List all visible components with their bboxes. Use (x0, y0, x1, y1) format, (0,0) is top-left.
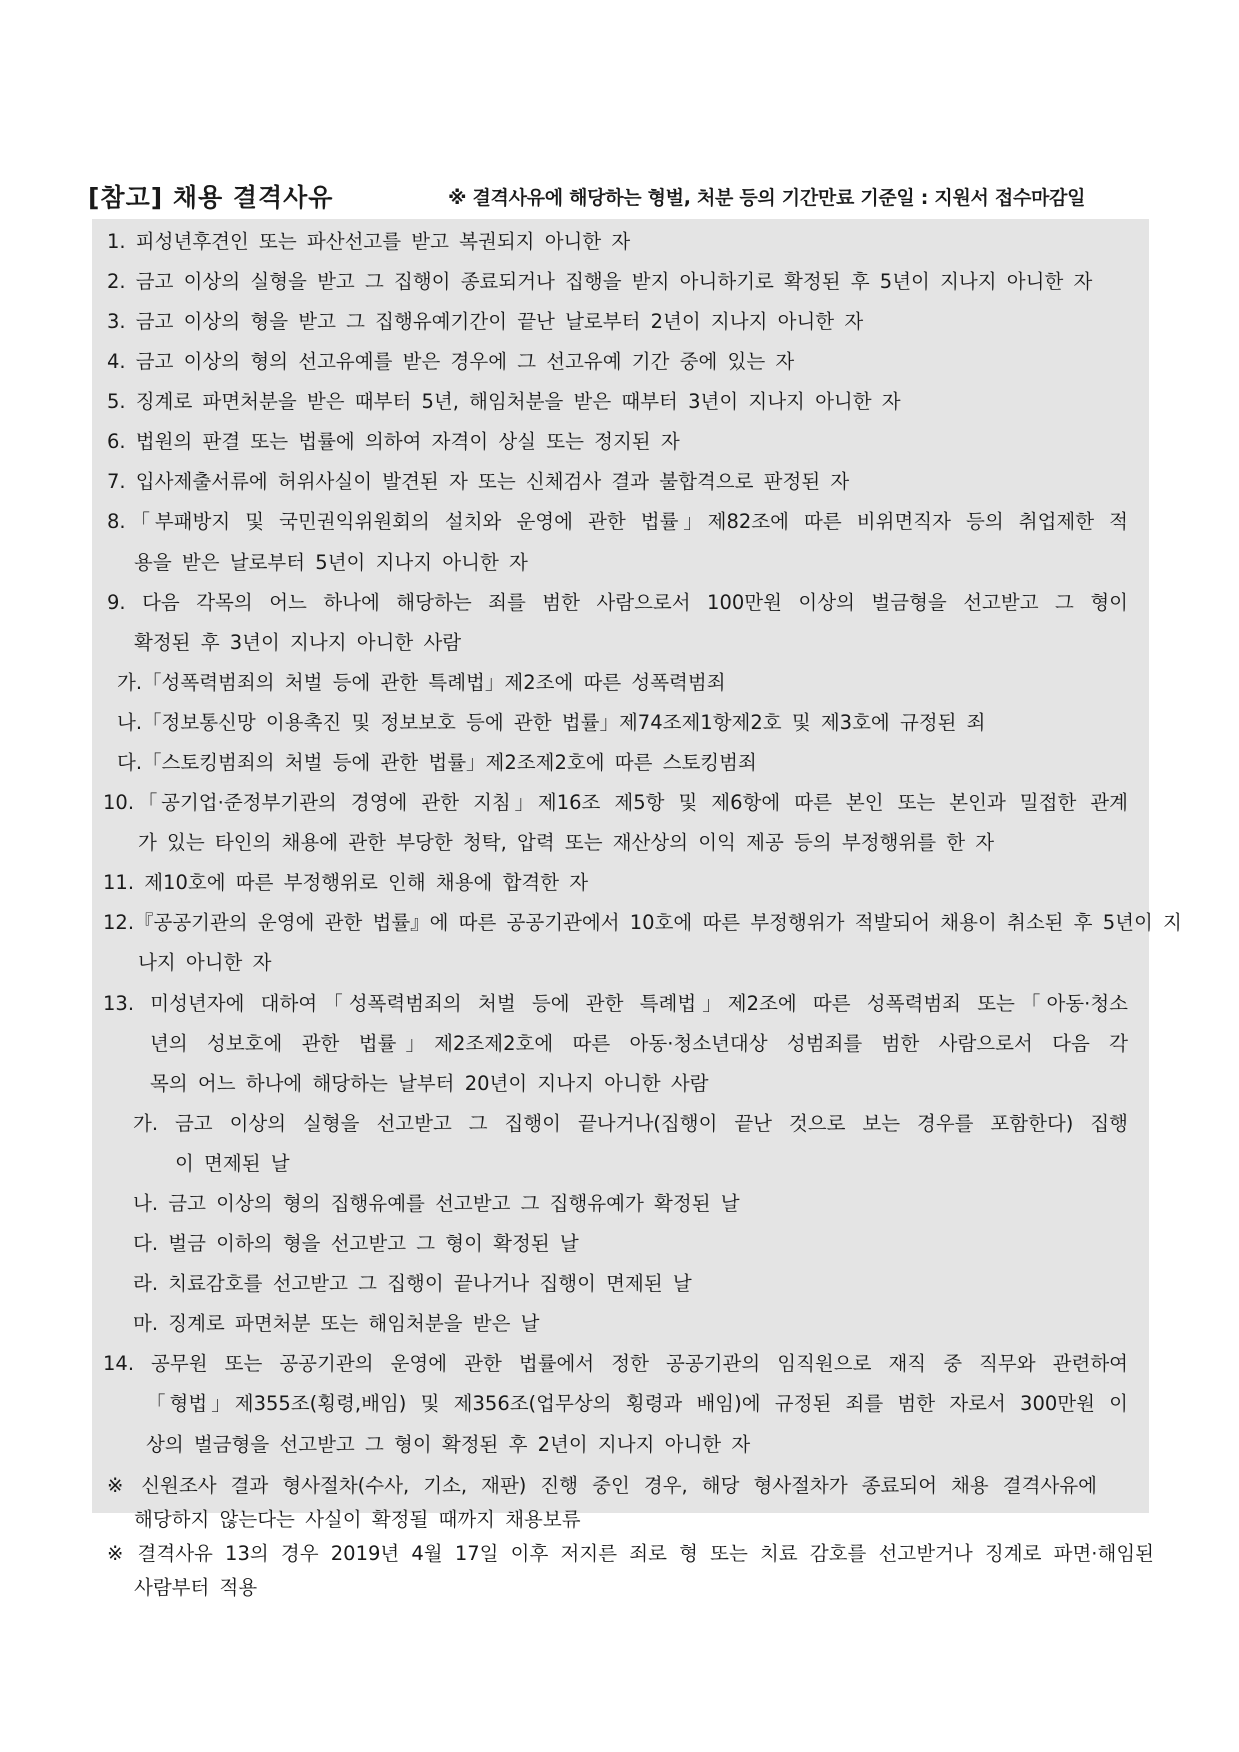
list-item: 14. 공무원 또는 공공기관의 운영에 관한 법률에서 정한 공공기관의 임직원으로 재직 중 직무와 관련하여 (103, 1352, 1128, 1375)
page-header (88, 178, 1148, 214)
footnote-line: 해당하지 않는다는 사실이 확정될 때까지 채용보류 (134, 1508, 581, 1531)
reference-date-note: ※ 결격사유에 해당하는 형벌, 처분 등의 기간만료 기준일 : 지원서 접수마감일 (448, 187, 1086, 209)
list-item: 12.『공공기관의 운영에 관한 법률』에 따른 공공기관에서 10호에 따른 부정행위가 적발되어 채용이 취소된 후 5년이 지 (103, 911, 1182, 934)
list-item: 마. 징계로 파면처분 또는 해임처분을 받은 날 (133, 1312, 540, 1335)
list-item: 가 있는 타인의 채용에 관한 부당한 청탁, 압력 또는 재산상의 이익 제공 등의 부정행위를 한 자 (138, 831, 995, 854)
list-item: 라. 치료감호를 선고받고 그 집행이 끝나거나 집행이 면제된 날 (133, 1272, 692, 1295)
list-item: 1. 피성년후견인 또는 파산선고를 받고 복권되지 아니한 자 (107, 230, 631, 253)
list-item: 가.「성폭력범죄의 처벌 등에 관한 특례법」제2조에 따른 성폭력범죄 (117, 671, 726, 694)
list-item: 3. 금고 이상의 형을 받고 그 집행유예기간이 끝난 날로부터 2년이 지나지 아니한 자 (107, 310, 864, 333)
list-item: 13. 미성년자에 대하여「성폭력범죄의 처벌 등에 관한 특례법」제2조에 따른 성폭력범죄 또는「아동·청소 (103, 992, 1128, 1015)
list-item: 이 면제된 날 (175, 1152, 290, 1175)
list-item: 가. 금고 이상의 실형을 선고받고 그 집행이 끝나거나(집행이 끝난 것으로 보는 경우를 포함한다) 집행 (133, 1112, 1128, 1135)
list-item: 다.「스토킹범죄의 처벌 등에 관한 법률」제2조제2호에 따른 스토킹범죄 (117, 751, 757, 774)
list-item: 7. 입사제출서류에 허위사실이 발견된 자 또는 신체검사 결과 불합격으로 판정된 자 (107, 470, 850, 493)
footnote-line: ※ 신원조사 결과 형사절차(수사, 기소, 재판) 진행 중인 경우, 해당 형사절차가 종료되어 채용 결격사유에 (107, 1474, 1097, 1497)
list-item: 5. 징계로 파면처분을 받은 때부터 5년, 해임처분을 받은 때부터 3년이 지나지 아니한 자 (107, 390, 901, 413)
list-item: 2. 금고 이상의 실형을 받고 그 집행이 종료되거나 집행을 받지 아니하기로 확정된 후 5년이 지나지 아니한 자 (107, 270, 1093, 293)
list-item: 나지 아니한 자 (138, 951, 272, 974)
list-item: 상의 벌금형을 선고받고 그 형이 확정된 후 2년이 지나지 아니한 자 (146, 1433, 751, 1456)
list-item: 9. 다음 각목의 어느 하나에 해당하는 죄를 범한 사람으로서 100만원 이상의 벌금형을 선고받고 그 형이 (107, 591, 1128, 614)
list-item: 6. 법원의 판결 또는 법률에 의하여 자격이 상실 또는 정지된 자 (107, 430, 680, 453)
list-item: 년의 성보호에 관한 법률」제2조제2호에 따른 아동·청소년대상 성범죄를 범한 사람으로서 다음 각 (150, 1032, 1128, 1055)
list-item: 나. 금고 이상의 형의 집행유예를 선고받고 그 집행유예가 확정된 날 (133, 1192, 740, 1215)
page-title: [참고] 채용 결격사유 (88, 183, 334, 212)
list-item: 나.「정보통신망 이용촉진 및 정보보호 등에 관한 법률」제74조제1항제2호 및 제3호에 규정된 죄 (117, 711, 986, 734)
list-item: 「형법」제355조(횡령,배임) 및 제356조(업무상의 횡령과 배임)에 규정된 죄를 범한 자로서 300만원 이 (146, 1392, 1128, 1415)
list-item: 8.「부패방지 및 국민권익위원회의 설치와 운영에 관한 법률」제82조에 따른 비위면직자 등의 취업제한 적 (107, 510, 1128, 533)
list-item: 확정된 후 3년이 지나지 아니한 사람 (134, 631, 462, 654)
list-item: 4. 금고 이상의 형의 선고유예를 받은 경우에 그 선고유예 기간 중에 있는 자 (107, 350, 795, 373)
list-item: 용을 받은 날로부터 5년이 지나지 아니한 자 (134, 551, 528, 574)
footnote-line: ※ 결격사유 13의 경우 2019년 4월 17일 이후 저지른 죄로 형 또는 치료 감호를 선고받거나 징계로 파면·해임된 (107, 1542, 1154, 1565)
list-item: 10.「공기업·준정부기관의 경영에 관한 지침」제16조 제5항 및 제6항에 따른 본인 또는 본인과 밀접한 관계 (103, 791, 1128, 814)
footnote-line: 사람부터 적용 (134, 1576, 258, 1599)
list-item: 다. 벌금 이하의 형을 선고받고 그 형이 확정된 날 (133, 1232, 579, 1255)
list-item: 11. 제10호에 따른 부정행위로 인해 채용에 합격한 자 (103, 871, 589, 894)
list-item: 목의 어느 하나에 해당하는 날부터 20년이 지나지 아니한 사람 (150, 1072, 709, 1095)
